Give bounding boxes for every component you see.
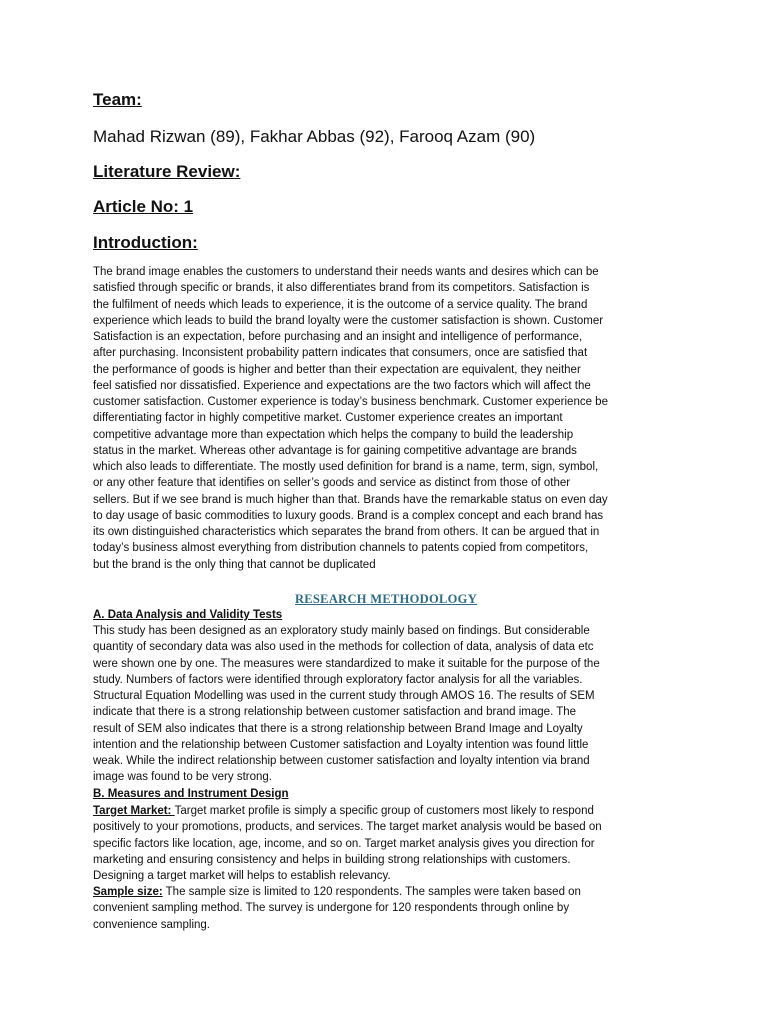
sample-size-line: convenient sampling method. The survey is undergone for 120 respondents through online by — [93, 902, 570, 915]
section-a-line: This study has been designed as an exploratory study mainly based on findings. But considerable — [93, 625, 590, 637]
section-a-line: study. Numbers of factors were identified through exploratory factor analysis for all the variables. — [93, 673, 583, 686]
team-heading: Team: — [93, 90, 142, 109]
section-a-line: result of SEM also indicates that there is a strong relationship between Brand Image and Loyalty — [93, 722, 583, 735]
article-number-heading: Article No: 1 — [93, 197, 194, 216]
target-market-first-line — [93, 803, 679, 819]
section-a-line: image was found to be very strong. — [93, 771, 272, 784]
introduction-line: The brand image enables the customers to understand their needs wants and desires which can be — [93, 266, 599, 278]
section-a-line: were shown one by one. The measures were standardized to make it suitable for the purpose of the — [93, 657, 600, 670]
sample-size-first-line — [93, 884, 679, 900]
section-a-paragraph — [93, 623, 679, 786]
introduction-line: feel satisfied nor dissatisfied. Experience and expectations are the two factors which will affect the — [93, 379, 591, 392]
section-a-line: Structural Equation Modelling was used in the current study through AMOS 16. The results of SEM — [93, 690, 595, 702]
introduction-line: satisfied through specific or brands, it also differentiates brand from its competitors. Satisfaction is — [93, 282, 590, 295]
literature-review-heading: Literature Review: — [93, 162, 241, 181]
section-a-line: weak. While the indirect relationship between customer satisfaction and loyalty intention via brand — [93, 755, 590, 767]
introduction-line: or any other feature that identifies on seller’s goods and service as distinct from those of other — [93, 477, 571, 490]
section-a-line: quantity of secondary data was also used in the methods for collection of data, analysis of data etc — [93, 641, 594, 654]
introduction-paragraph — [93, 264, 679, 573]
target-market-label: Target Market: — [93, 805, 175, 817]
target-market-line: positively to your promotions, products, and services. The target market analysis would be based on — [93, 821, 602, 834]
target-market-paragraph — [93, 803, 679, 884]
introduction-line: status in the market. Whereas other advantage is for gaining competitive advantage are brands — [93, 444, 577, 457]
section-a-line: intention and the relationship between Customer satisfaction and Loyalty intention was found little — [93, 738, 589, 751]
introduction-line: after purchasing. Inconsistent probability pattern indicates that consumers, once are satisfied that — [93, 347, 588, 360]
introduction-line: its own distinguished characteristics which separates the brand from others. It can be argued that in — [93, 526, 600, 538]
introduction-line: which also leads to differentiate. The mostly used definition for brand is a name, term, sign, symbol, — [93, 461, 599, 473]
introduction-line: the performance of goods is higher and better than their expectation are equivalent, they neither — [93, 363, 581, 376]
introduction-line: sellers. But if we see brand is much higher than that. Brands have the remarkable status on even day — [93, 493, 608, 506]
introduction-line: the fulfilment of needs which leads to experience, it is the outcome of a service quality. The brand — [93, 298, 588, 311]
sample-size-paragraph — [93, 884, 679, 933]
introduction-line: experience which leads to build the brand loyalty were the customer satisfaction is shown. Customer — [93, 314, 604, 327]
introduction-heading: Introduction: — [93, 233, 198, 252]
sample-size-line: convenience sampling. — [93, 918, 210, 931]
section-a-line: indicate that there is a strong relationship between customer satisfaction and brand image. The — [93, 706, 577, 719]
introduction-line: to day usage of basic commodities to luxury goods. Brand is a complex concept and each brand has — [93, 509, 604, 522]
research-methodology-heading: RESEARCH METHODOLOGY — [294, 592, 478, 606]
target-market-line: Designing a target market will helps to establish relevancy. — [93, 870, 391, 882]
introduction-line: today’s business almost everything from distribution channels to patents copied from competitors, — [93, 542, 589, 555]
target-market-line: marketing and ensuring consistency and helps in building strong relationships with customers. — [93, 853, 571, 866]
introduction-line: competitive advantage more than expectation which helps the company to build the leadership — [93, 428, 574, 441]
introduction-line: customer satisfaction. Customer experience is today’s business benchmark. Customer experience be — [93, 396, 608, 408]
target-market-first-text: Target market profile is simply a specific group of customers most likely to respond — [174, 805, 594, 817]
team-members: Mahad Rizwan (89), Fakhar Abbas (92), Farooq Azam (90) — [93, 127, 536, 146]
introduction-line: differentiating factor in highly competitive market. Customer experience creates an important — [93, 412, 563, 425]
sample-size-first-text: The sample size is limited to 120 respondents. The samples were taken based on — [162, 886, 581, 898]
section-b-heading: B. Measures and Instrument Design — [93, 788, 289, 800]
introduction-line: but the brand is the only thing that cannot be duplicated — [93, 558, 376, 571]
sample-size-label: Sample size: — [93, 886, 163, 898]
introduction-line: Satisfaction is an expectation, before purchasing and an insight and intelligence of performance, — [93, 331, 583, 343]
target-market-line: specific factors like location, age, income, and so on. Target market analysis gives you direction for — [93, 837, 595, 850]
section-a-heading: A. Data Analysis and Validity Tests — [93, 609, 283, 621]
